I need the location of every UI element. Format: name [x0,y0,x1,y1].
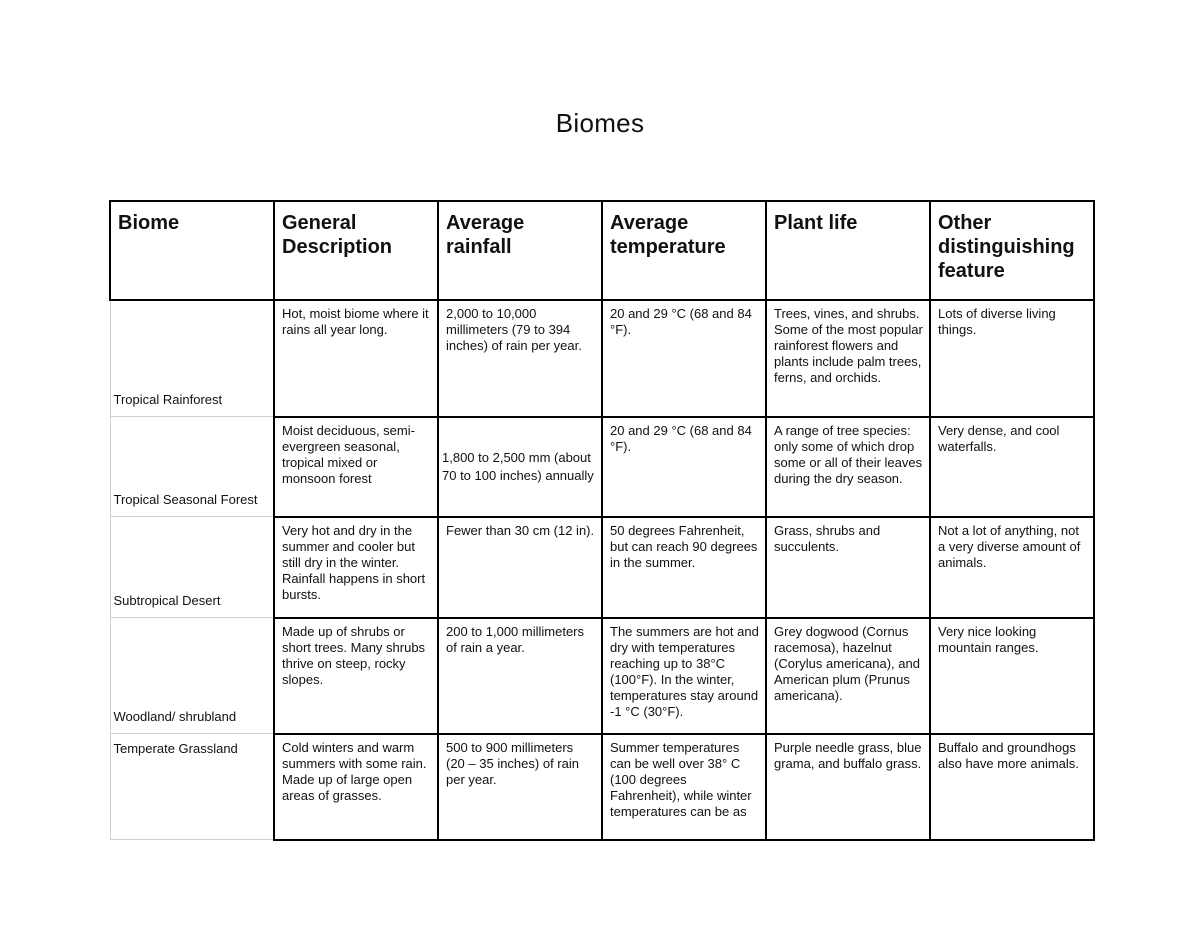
cell-temperature: 20 and 29 °C (68 and 84 °F). [602,300,766,417]
header-other-feature: Other distinguishing feature [930,201,1094,300]
biomes-table [109,200,1095,841]
cell-rainfall: Fewer than 30 cm (12 in). [438,517,602,618]
table-row [110,300,1094,417]
cell-temperature: 20 and 29 °C (68 and 84 °F). [602,417,766,517]
cell-rainfall: 2,000 to 10,000 millimeters (79 to 394 inches) of rain per year. [438,300,602,417]
page-title: Biomes [555,108,645,138]
cell-plant-life: Purple needle grass, blue grama, and buffalo grass. [766,734,930,840]
table-row [110,734,1094,840]
cell-temperature: Summer temperatures can be well over 38° C (100 degrees Fahrenheit), while winter temperatures can be as [602,734,766,840]
header-average-rainfall: Average rainfall [438,201,602,300]
cell-description: Moist deciduous, semi-evergreen seasonal, tropical mixed or monsoon forest [274,417,438,517]
header-plant-life: Plant life [766,201,930,300]
cell-other: Very nice looking mountain ranges. [930,618,1094,734]
cell-biome: Temperate Grassland [110,734,274,840]
cell-biome: Tropical Rainforest [110,300,274,417]
header-general-description: General Description [274,201,438,300]
table-row [110,517,1094,618]
header-biome: Biome [110,201,274,300]
cell-description: Very hot and dry in the summer and cooler but still dry in the winter. Rainfall happens in short bursts. [274,517,438,618]
table-row [110,618,1094,734]
cell-description: Hot, moist biome where it rains all year long. [274,300,438,417]
cell-plant-life: A range of tree species: only some of which drop some or all of their leaves during the dry season. [766,417,930,517]
table-header-row [110,201,1094,300]
cell-other: Very dense, and cool waterfalls. [930,417,1094,517]
cell-rainfall: 500 to 900 millimeters (20 – 35 inches) of rain per year. [438,734,602,840]
cell-temperature: 50 degrees Fahrenheit, but can reach 90 degrees in the summer. [602,517,766,618]
cell-description: Cold winters and warm summers with some rain. Made up of large open areas of grasses. [274,734,438,840]
header-average-temperature: Average temperature [602,201,766,300]
cell-biome: Tropical Seasonal Forest [110,417,274,517]
table-row [110,417,1094,517]
cell-rainfall: 200 to 1,000 millimeters of rain a year. [438,618,602,734]
cell-rainfall: 1,800 to 2,500 mm (about 70 to 100 inches) annually [438,417,602,517]
cell-other: Buffalo and groundhogs also have more animals. [930,734,1094,840]
cell-temperature: The summers are hot and dry with temperatures reaching up to 38°C (100°F). In the winter, temperatures stay around -1 °C (30°F). [602,618,766,734]
cell-other: Not a lot of anything, not a very diverse amount of animals. [930,517,1094,618]
cell-description: Made up of shrubs or short trees. Many shrubs thrive on steep, rocky slopes. [274,618,438,734]
cell-biome: Subtropical Desert [110,517,274,618]
cell-plant-life: Grey dogwood (Cornus racemosa), hazelnut (Corylus americana), and American plum (Prunus americana). [766,618,930,734]
cell-other: Lots of diverse living things. [930,300,1094,417]
cell-biome: Woodland/ shrubland [110,618,274,734]
cell-plant-life: Trees, vines, and shrubs. Some of the most popular rainforest flowers and plants include palm trees, ferns, and orchids. [766,300,930,417]
cell-plant-life: Grass, shrubs and succulents. [766,517,930,618]
